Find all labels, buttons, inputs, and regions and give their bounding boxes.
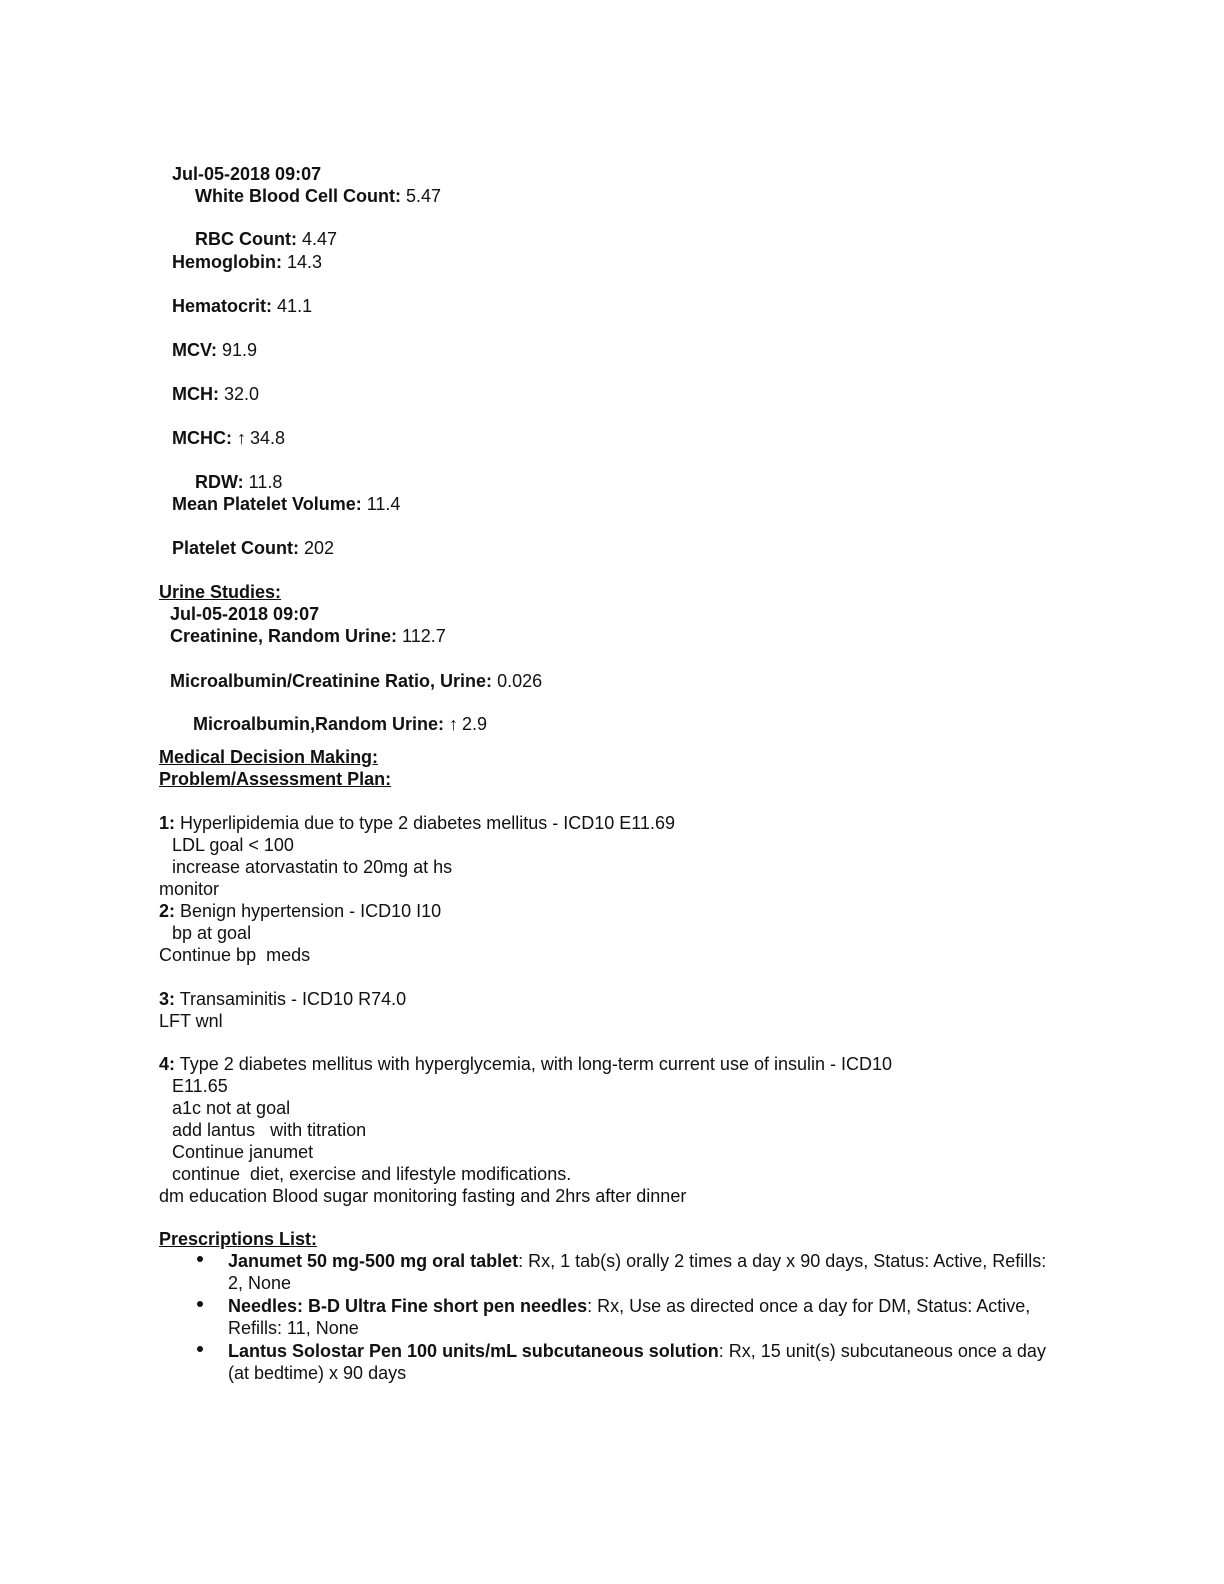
lab-platelet-label: Platelet Count: (172, 538, 300, 558)
problem-note: continue diet, exercise and lifestyle modifications. (172, 1164, 572, 1184)
lab-mchc-value: 34.8 (250, 428, 286, 448)
lab-hematocrit-value: 41.1 (277, 296, 313, 316)
lab-mcv (172, 339, 257, 361)
prescription-name: Needles: B-D Ultra Fine short pen needles (228, 1296, 588, 1316)
lab-mpv-value: 11.4 (366, 494, 401, 514)
lab-platelet (172, 537, 334, 559)
urine-ratio-label: Microalbumin/Creatinine Ratio, Urine: (170, 671, 493, 691)
lab-rdw (195, 471, 282, 493)
urine-microalbumin-label: Microalbumin,Random Urine: (193, 714, 445, 734)
urine-datetime: Jul-05-2018 09:07 (170, 604, 320, 624)
problem-title: Benign hypertension - ICD10 I10 (180, 901, 442, 921)
assessment-plan-heading: Problem/Assessment Plan: (159, 769, 392, 789)
urine-heading: Urine Studies: (159, 582, 282, 602)
lab-mcv-value: 91.9 (222, 340, 258, 360)
prescription-item (228, 1250, 1058, 1294)
problem-number: 4: (159, 1054, 176, 1074)
lab-rbc-label: RBC Count: (195, 229, 297, 249)
lab-wbc (195, 185, 441, 207)
high-flag-icon: ↑ (237, 428, 247, 448)
problem-note: LDL goal < 100 (172, 835, 294, 855)
problem-note: E11.65 (172, 1076, 228, 1096)
prescription-item (228, 1340, 1058, 1384)
problem-note: monitor (159, 879, 220, 899)
prescription-details: : Rx, 1 tab(s) orally 2 times a day x 90 days, Status: Active, Refills: 2, None (228, 1251, 1047, 1293)
lab-hemoglobin-label: Hemoglobin: (172, 252, 282, 272)
prescriptions-heading: Prescriptions List: (159, 1229, 318, 1249)
problem-number: 3: (159, 989, 176, 1009)
lab-mch (172, 383, 259, 405)
problem-number: 2: (159, 901, 176, 921)
lab-datetime: Jul-05-2018 09:07 (172, 164, 322, 184)
urine-creatinine-label: Creatinine, Random Urine: (170, 626, 398, 646)
prescription-details: : Rx, Use as directed once a day for DM, Status: Active, Refills: 11, None (228, 1296, 1031, 1338)
problem-note: add lantus with titration (172, 1120, 367, 1140)
lab-mpv (172, 493, 400, 515)
lab-rdw-value: 11.8 (248, 472, 283, 492)
mdm-heading: Medical Decision Making: (159, 747, 379, 767)
problem-2 (159, 900, 441, 922)
problem-title: Type 2 diabetes mellitus with hyperglycemia, with long-term current use of insulin - ICD10 (179, 1054, 893, 1074)
problem-3 (159, 988, 406, 1010)
problem-1 (159, 812, 675, 834)
lab-mcv-label: MCV: (172, 340, 217, 360)
urine-microalbumin (193, 713, 487, 735)
lab-rbc (195, 228, 337, 250)
problem-note: LFT wnl (159, 1011, 223, 1031)
problem-note: bp at goal (172, 923, 252, 943)
high-flag-icon: ↑ (449, 714, 459, 734)
prescription-item (228, 1295, 1058, 1339)
lab-mchc-label: MCHC: (172, 428, 232, 448)
lab-hemoglobin-value: 14.3 (287, 252, 323, 272)
urine-ratio-value: 0.026 (497, 671, 543, 691)
urine-creatinine-value: 112.7 (402, 626, 446, 646)
problem-title: Hyperlipidemia due to type 2 diabetes mellitus - ICD10 E11.69 (180, 813, 675, 833)
lab-hematocrit-label: Hematocrit: (172, 296, 273, 316)
problem-4 (159, 1053, 892, 1075)
lab-mpv-label: Mean Platelet Volume: (172, 494, 362, 514)
urine-ratio (170, 670, 542, 692)
bullet-icon (197, 1346, 203, 1352)
lab-hematocrit (172, 295, 312, 317)
problem-note: dm education Blood sugar monitoring fasting and 2hrs after dinner (159, 1186, 687, 1206)
problem-note: Continue janumet (172, 1142, 314, 1162)
lab-wbc-value: 5.47 (405, 186, 442, 206)
problem-note: increase atorvastatin to 20mg at hs (172, 857, 453, 877)
lab-hemoglobin (172, 251, 322, 273)
lab-platelet-value: 202 (304, 538, 335, 558)
lab-mch-label: MCH: (172, 384, 219, 404)
problem-number: 1: (159, 813, 176, 833)
prescription-name: Janumet 50 mg-500 mg oral tablet (228, 1251, 519, 1271)
urine-microalbumin-value: 2.9 (462, 714, 488, 734)
prescription-name: Lantus Solostar Pen 100 units/mL subcutaneous solution (228, 1341, 719, 1361)
lab-wbc-label: White Blood Cell Count: (195, 186, 401, 206)
lab-mchc (172, 427, 285, 449)
problem-note: a1c not at goal (172, 1098, 291, 1118)
bullet-icon (197, 1301, 203, 1307)
lab-mch-value: 32.0 (224, 384, 260, 404)
prescription-details: : Rx, 15 unit(s) subcutaneous once a day (at bedtime) x 90 days (228, 1341, 1046, 1383)
problem-title: Transaminitis - ICD10 R74.0 (179, 989, 407, 1009)
lab-rdw-label: RDW: (195, 472, 244, 492)
urine-creatinine (170, 625, 446, 647)
lab-rbc-value: 4.47 (302, 229, 338, 249)
bullet-icon (197, 1256, 203, 1262)
problem-note: Continue bp meds (159, 945, 311, 965)
